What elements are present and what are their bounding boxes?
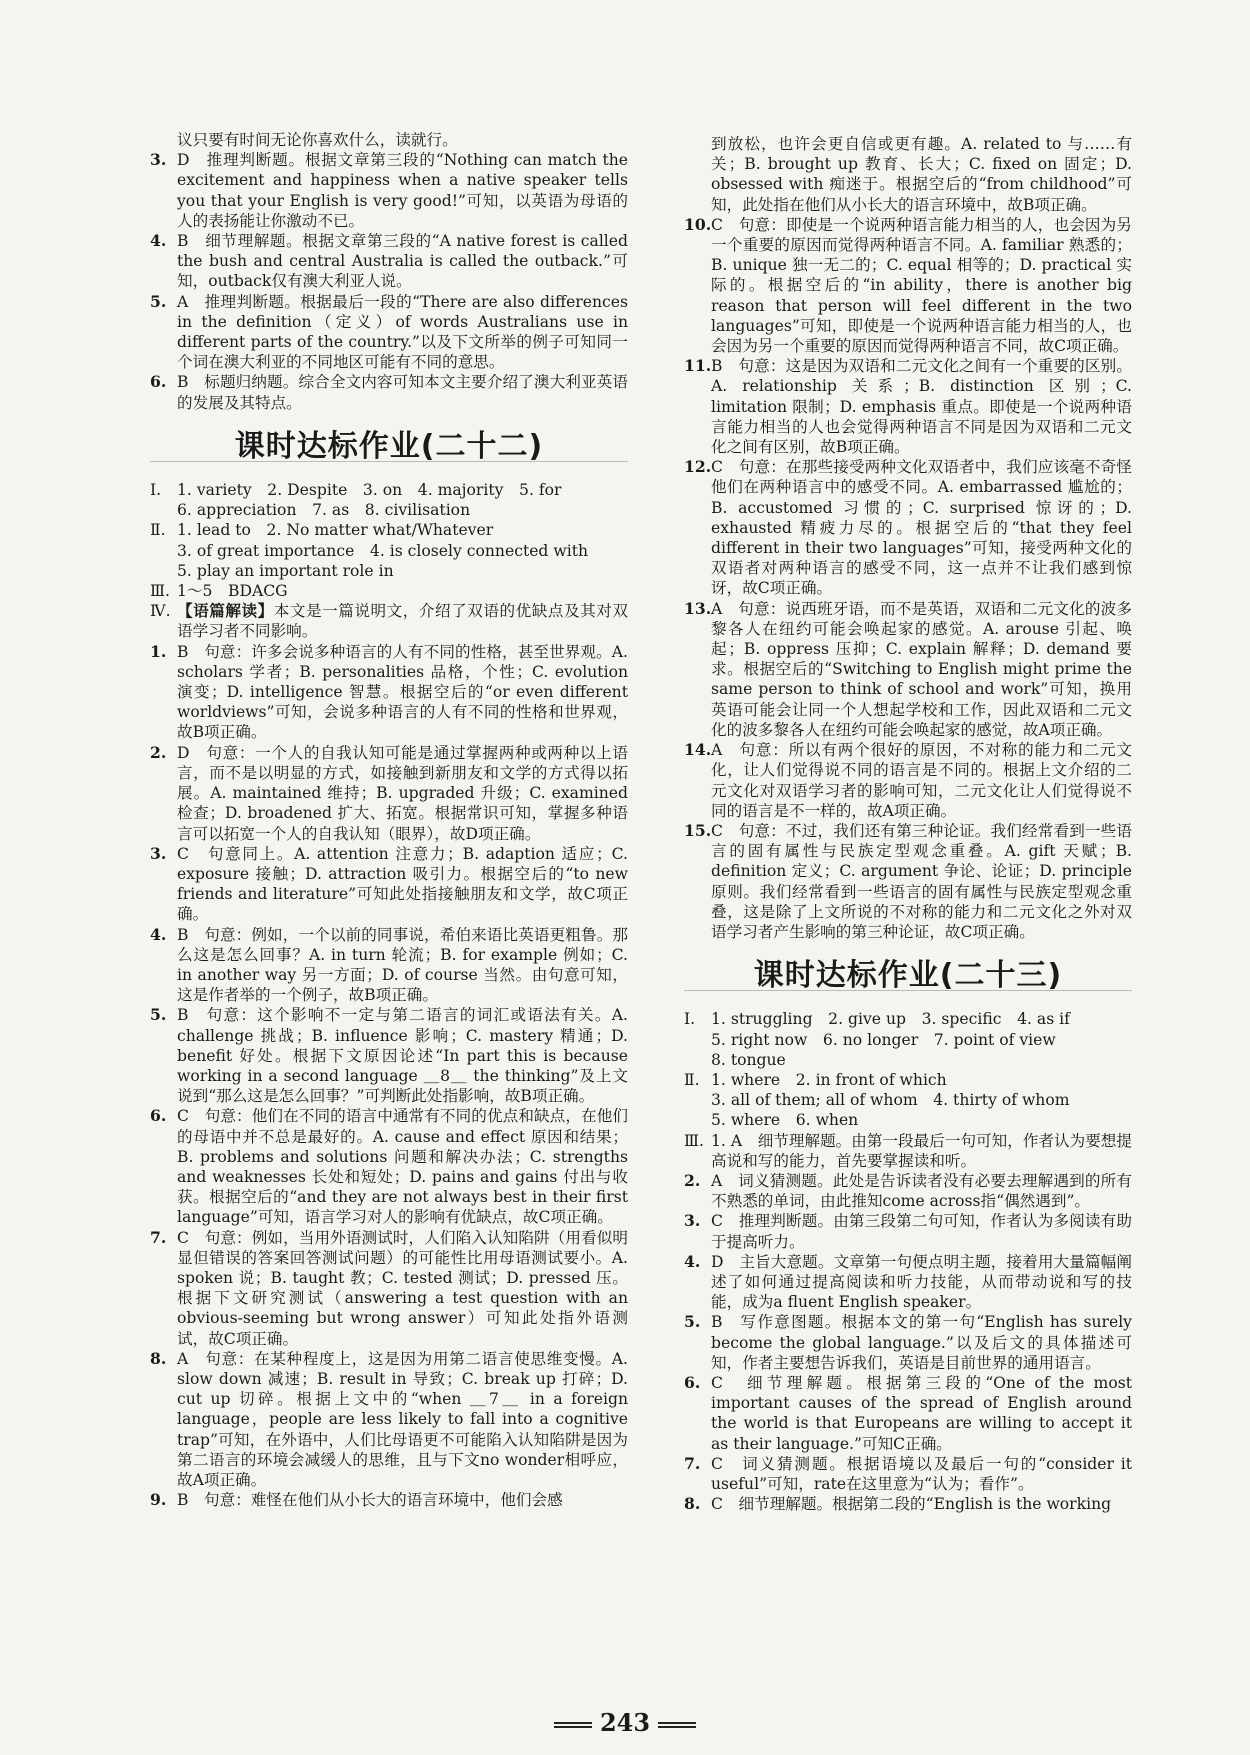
- answer-item: 5. B 写作意图题。根据本文的第一句“English has surely become the global language.”以及后文的具体描述可知，作者主要想告诉我们，英语是目前世界的通用语言。: [684, 1312, 1132, 1372]
- answer-item: 4. D 主旨大意题。文章第一句便点明主题，接着用大量篇幅阐述了如何通过提高阅读和听力技能，从而带动说和写的技能，成为a fluent English speaker。: [684, 1251, 1132, 1312]
- section-I: Ⅰ. 1. struggling 2. give up 3. specific 4. as if 5. right now 6. no longer 7. point of view 8. tongue: [684, 1010, 1070, 1069]
- answer-item: 8. A 句意：在某种程度上，这是因为用第二语言使思维变慢。A. slow down 减速；B. result in 导致；C. break up 打碎；D. cut up 切碎。根据上文中的“when ＿7＿ in a foreign language，people are less likely to fall into a cognitive trap”可知，在外语中，人们比母语更不可能陷入认知陷阱是因为第二语言的环境会减缓人的思维，且与下文no wonder相呼应，故A项正确。: [150, 1348, 628, 1489]
- left-top-continuation: 议只要有时间无论你喜欢什么，读就行。: [177, 131, 458, 149]
- page-number-rule-left: [554, 1722, 592, 1728]
- answer-item: 15.C 句意：不过，我们还有第三种论证。我们经常看到一些语言的固有属性与民族定型观念重叠。A. gift 天赋；B. definition 定义；C. argument 争论、论证；D. principle 原则。我们经常看到一些语言的固有属性与民族定型观念重叠，这是除了上文所说的不对称的能力和二元文化之外对双语学习者产生影响的第三种论证，故C项正确。: [684, 820, 1132, 941]
- answer-item: 2. D 句意：一个人的自我认知可能是通过掌握两种或两种以上语言，而不是以明显的方式，如接触到新朋友和文学的方式得以拓展。A. maintained 维持；B. upgraded 升级；C. examined 检查；D. broadened 扩大、拓宽。根据常识可知，掌握多种语言可以拓宽一个人的自我认知（眼界），故D项正确。: [150, 742, 628, 843]
- answer-item: 4. B 句意：例如，一个以前的同事说，希伯来语比英语更粗鲁。那么这是怎么回事？A. in turn 轮流；B. for example 例如；C. in another way 另一方面；D. of course 当然。由句意可知，这是作者举的一个例子，故B项正确。: [150, 924, 628, 1005]
- answer-item: 10.C 句意：即使是一个说两种语言能力相当的人，也会因为另一个重要的原因而觉得两种语言不同。A. familiar 熟悉的；B. unique 独一无二的；C. equal 相等的；D. practical 实际的。根据空后的“in ability，there is another big reason that person will feel different in the two languages”可知，即使是一个说两种语言能力相当的人，也会因为另一个重要的原因而觉得两种语言不同，故C项正确。: [684, 214, 1132, 356]
- answer-item: 1. B 句意：许多会说多种语言的人有不同的性格，甚至世界观。A. scholars 学者；B. personalities 品格，个性；C. evolution 演变；D. intelligence 智慧。根据空后的“or even different worldviews”可知，会说多种语言的人有不同的性格和世界观，故B项正确。: [150, 641, 628, 742]
- answer-item: 7. C 词义猜测题。根据语境以及最后一句的“consider it useful”可知，rate在这里意为“认为；看作”。: [684, 1453, 1132, 1493]
- answer-item: 6. C 句意：他们在不同的语言中通常有不同的优点和缺点，在他们的母语中并不总是最好的。A. cause and effect 原因和结果；B. problems and solutions 问题和解决办法；C. strengths and weaknesses 长处和短处；D. pains and gains 付出与收获。根据空后的“and they are not always best in their first language”可知，语言学习对人的影响有优缺点，故C项正确。: [150, 1106, 628, 1227]
- answer-item: 5. B 句意：这个影响不一定与第二语言的词汇或语法有关。A. challenge 挑战；B. influence 影响；C. mastery 精通；D. benefit 好处。根据下文原因论述“In part this is because working in a second language ＿8＿ the thinking”及上文说到“那么这是怎么回事？”可判断此处指影响，故B项正确。: [150, 1005, 628, 1106]
- section-I: Ⅰ. 1. variety 2. Despite 3. on 4. majority 5. for 6. appreciation 7. as 8. civilisation: [150, 481, 562, 520]
- answer-item: 7. C 句意：例如，当用外语测试时，人们陷入认知陷阱（用看似明显但错误的答案回答测试问题）的可能性比用母语测试要小。A. spoken 说；B. taught 教；C. tested 测试；D. pressed 压。根据下文研究测试（answering a test question with an obvious-seeming but wrong answer）可知此处指外语测试，故C项正确。: [150, 1227, 628, 1348]
- answer-item: 5. A 推理判断题。根据最后一段的“There are also differences in the definition（定义）of words Australians use in different parts of the country.”以及下文所举的例子可知同一个词在澳大利亚的不同地区可能有不同的意思。: [150, 291, 628, 372]
- answer-item: 6. C 细节理解题。根据第三段的“One of the most important causes of the spread of English around the world is that Europeans are willing to accept it as their language.”可知C正确。: [684, 1372, 1132, 1453]
- answer-item: 3. C 推理判断题。由第三段第二句可知，作者认为多阅读有助于提高听力。: [684, 1211, 1132, 1251]
- section-III: Ⅲ. 1～5 BDACG: [150, 582, 288, 601]
- answer-item: 11.B 句意：这是因为双语和二元文化之间有一个重要的区别。A. relationship 关系；B. distinction 区别；C. limitation 限制；D. emphasis 重点。即使是一个说两种语言能力相当的人也会觉得两种语言不同是因为双语和二元文化之间有区别，故B项正确。: [684, 356, 1132, 457]
- answer-item: 13.A 句意：说西班牙语，而不是英语，双语和二元文化的波多黎各人在纽约可能会唤起家的感觉。A. arouse 引起、唤起；B. oppress 压抑；C. explain 解释；D. demand 要求。根据空后的“Switching to English might prime the same person to think of school and work”可知，换用英语可能会让同一个人想起学校和工作，因此双语和二元文化的波多黎各人在纽约可能会唤起家的感觉，故A项正确。: [684, 598, 1132, 739]
- answer-item: 2. A 词义猜测题。此处是告诉读者没有必要去理解遇到的所有不熟悉的单词，由此推知come across指“偶然遇到”。: [684, 1170, 1132, 1211]
- section-III: Ⅲ. 1. A 细节理解题。由第一段最后一句可知，作者认为要想提高说和写的能力，首先要掌握读和听。: [684, 1131, 1132, 1170]
- section-heading-23: 课时达标作业(二十三): [684, 966, 1132, 991]
- section-heading-22: 课时达标作业(二十二): [150, 437, 628, 462]
- answer-item: 12.C 句意：在那些接受两种文化双语者中，我们应该毫不奇怪他们在两种语言中的感受不同。A. embarrassed 尴尬的；B. accustomed 习惯的；C. surprised 惊讶的；D. exhausted 精疲力尽的。根据空后的“that they feel different in their two languages”可知，接受两种文化的双语者对两种语言的感受不同，这一点并不让我们感到惊讶，故C项正确。: [684, 457, 1132, 598]
- section-II: Ⅱ. 1. where 2. in front of which 3. all of them; all of whom 4. thirty of whom 5. where 6. when: [684, 1070, 1070, 1130]
- answer-item: 3. C 句意同上。A. attention 注意力；B. adaption 适应；C. exposure 接触；D. attraction 吸引力。根据空后的“to new friends and literature”可知此处指接触朋友和文学，故C项正确。: [150, 843, 628, 924]
- page-number: 243: [0, 1708, 1250, 1737]
- right-top-continuation: 到放松，也许会更自信或更有趣。A. related to 与……有关；B. brought up 教育、长大；C. fixed on 固定；D. obsessed with 痴迷于。根据空后的“from childhood”可知，此处指在他们从小长大的语言环境中，故B项正确。: [711, 135, 1132, 214]
- answer-item: 4. B 细节理解题。根据文章第三段的“A native forest is called the bush and central Australia is called the outback.”可知，outback仅有澳大利亚人说。: [150, 231, 628, 291]
- answer-item: 8. C 细节理解题。根据第二段的“English is the working: [684, 1494, 1112, 1514]
- right-column: [684, 134, 1132, 1514]
- answer-item: 14.A 句意：所以有两个很好的原因，不对称的能力和二元文化，让人们觉得说不同的语言是不同的。根据上文介绍的二元文化对双语学习者的影响可知，二元文化让人们觉得说不同的语言是不一样的，故A项正确。: [684, 740, 1132, 820]
- answer-item: 3. D 推理判断题。根据文章第三段的“Nothing can match the excitement and happiness when a native speaker tells you that your English is very good!”可知，以英语为母语的人的表扬能让你激动不已。: [150, 150, 628, 230]
- answer-item: 9. B 句意：难怪在他们从小长大的语言环境中，他们会感: [150, 1490, 563, 1510]
- section-II: Ⅱ. 1. lead to 2. No matter what/Whatever 3. of great importance 4. is closely connected with 5. play an important role in: [150, 521, 589, 580]
- page-number-rule-right: [658, 1722, 696, 1728]
- answer-item: 6. B 标题归纳题。综合全文内容可知本文主要介绍了澳大利亚英语的发展及其特点。: [150, 372, 628, 412]
- left-column: [150, 130, 628, 1510]
- section-IV: Ⅳ. 【语篇解读】本文是一篇说明文，介绍了双语的优缺点及其对双语学习者不同影响。: [150, 601, 628, 641]
